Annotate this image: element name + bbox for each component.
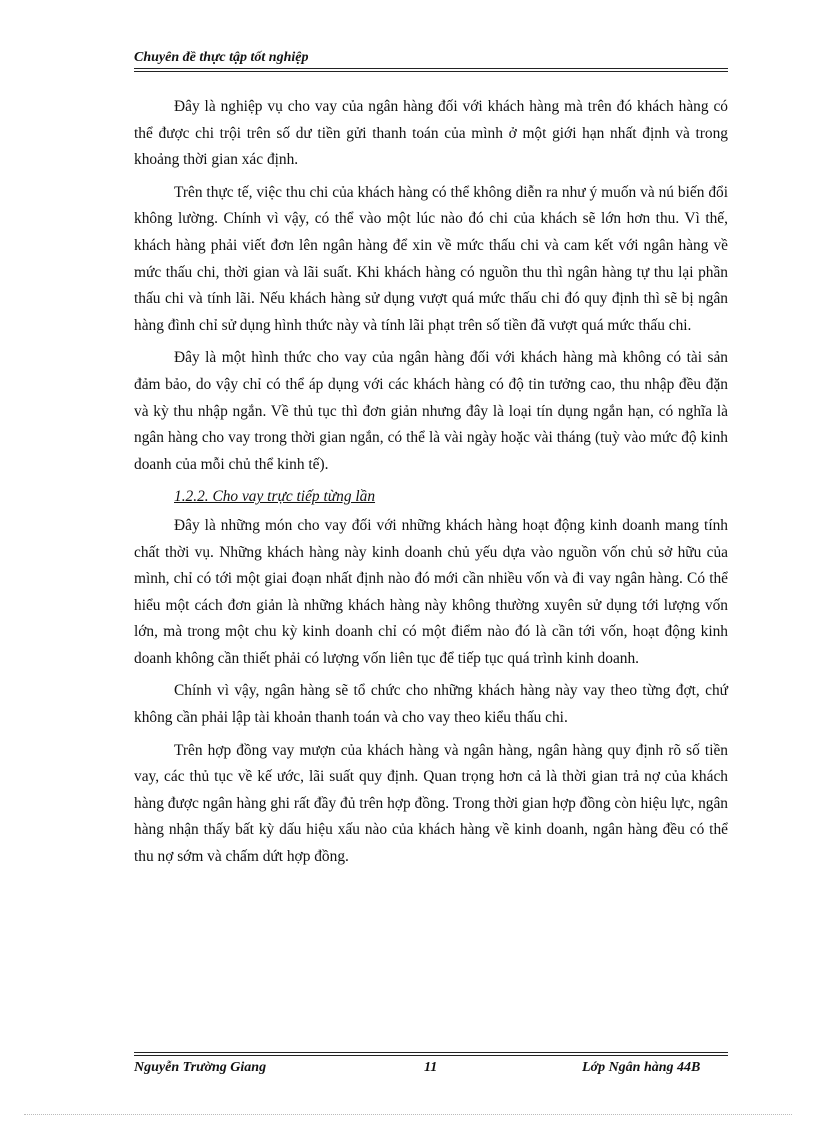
section-heading: 1.2.2. Cho vay trực tiếp từng lần — [174, 488, 376, 506]
footer-page-number: 11 — [424, 1060, 438, 1075]
paragraph-overdraft-definition: Đây là nghiệp vụ cho vay của ngân hàng đối với khách hàng mà trên đó khách hàng có thể được chi trội trên số dư tiền gửi thanh toán của mình ở một giới hạn nhất định và trong khoảng thời gian xác định. — [134, 98, 728, 169]
paragraph-direct-loan-definition: Đây là những món cho vay đối với những khách hàng hoạt động kinh doanh mang tính chất thời vụ. Những khách hàng này kinh doanh chủ yếu dựa vào nguồn vốn chủ sở hữu của mình, chỉ có tới một giai đoạn nhất định nào đó mới cần nhiều vốn và đi vay ngân hàng. Có thể hiểu một cách đơn giản là những khách hàng này không thường xuyên sử dụng tới lượng vốn lớn, mà trong một chu kỳ kinh doanh chỉ có một điểm nào đó là cần tới vốn, hoạt động kinh doanh không cần thiết phải có lượng vốn liên tục để tiếp tục quá trình kinh doanh. — [134, 516, 728, 667]
footer-divider-top — [134, 1052, 728, 1053]
header-divider-bottom — [134, 71, 728, 72]
paragraph-overdraft-reality: Trên thực tế, việc thu chi của khách hàng có thể không diễn ra như ý muốn và nú biến đổi không lường. Chính vì vậy, có thể vào một lúc nào đó chi của khách sẽ lớn hơn thu. Vì thế, khách hàng phải viết đơn lên ngân hàng để xin về mức thấu chi và cam kết với ngân hàng về mức thấu chi, thời gian và lãi suất. Khi khách hàng có nguồn thu thì ngân hàng tự thu lại phần thấu chi và tính lãi. Nếu khách hàng sử dụng vượt quá mức thấu chi đó quy định thì sẽ bị ngân hàng đình chỉ sử dụng hình thức này và tính lãi phạt trên số tiền đã vượt quá mức thấu chi. — [134, 183, 728, 334]
document-body — [134, 94, 728, 877]
paragraph-overdraft-conditions: Đây là một hình thức cho vay của ngân hàng đối với khách hàng mà không có tài sản đảm bảo, do vậy chỉ có thể áp dụng với các khách hàng có độ tin tưởng cao, thu nhập đều đặn và kỳ thu nhập ngắn. Về thủ tục thì đơn giản nhưng đây là loại tín dụng ngắn hạn, có nghĩa là ngân hàng cho vay trong thời gian ngắn, có thể là vài ngày hoặc vài tháng (tuỳ vào mức độ kinh doanh của mỗi chủ thể kinh tế). — [134, 349, 728, 473]
paragraph-direct-loan-organization: Chính vì vậy, ngân hàng sẽ tổ chức cho những khách hàng này vay theo từng đợt, chứ không cần phải lập tài khoản thanh toán và cho vay theo kiểu thấu chi. — [134, 682, 728, 727]
document-header-title: Chuyên đề thực tập tốt nghiệp — [134, 50, 309, 65]
header-divider-top — [134, 68, 728, 69]
footer-divider-bottom — [134, 1055, 728, 1056]
footer-author: Nguyễn Trường Giang — [134, 1060, 267, 1075]
footer-class-name: Lớp Ngân hàng 44B — [582, 1060, 701, 1075]
paragraph-direct-loan-contract: Trên hợp đồng vay mượn của khách hàng và ngân hàng, ngân hàng quy định rõ số tiền vay, các thủ tục về kế ước, lãi suất quy định. Quan trọng hơn cả là thời gian trả nợ của khách hàng được ngân hàng ghi rất đầy đủ trên hợp đồng. Trong thời gian hợp đồng còn hiệu lực, ngân hàng nhận thấy bất kỳ dấu hiệu xấu nào của khách hàng về kinh doanh, ngân hàng đều có thể thu nợ sớm và chấm dứt hợp đồng. — [134, 741, 728, 866]
page-boundary — [24, 1114, 792, 1115]
